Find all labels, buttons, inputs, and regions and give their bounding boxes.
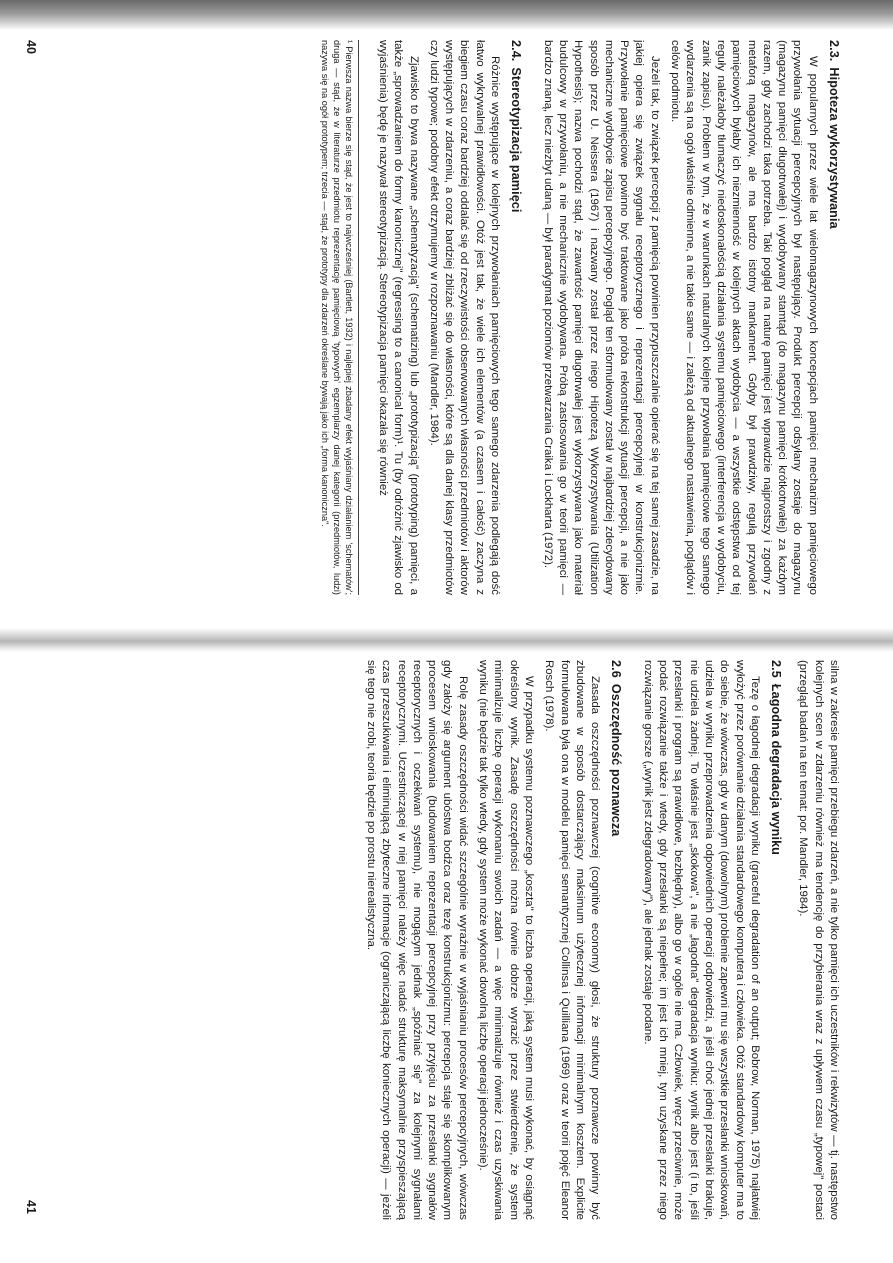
paragraph: Zjawisko to bywa nazywane „schematyzacją" (schematizing) lub „prototypizacją" (prototyping) pamięci, a także „sprowadzaniem do formy kanonicznej" (regressing to a canonical form)¹. Tu (by odróżnić zjawisko od wyjaśnienia) będę je nazywał stereotypizacją. Stereotypizacja pamięci okazała się również bbox=[376, 40, 420, 595]
section-2-5 bbox=[639, 660, 783, 1220]
page-number-right: 41 bbox=[24, 1200, 38, 1214]
heading-2-4 bbox=[508, 40, 523, 595]
heading-2-5 bbox=[768, 660, 783, 1220]
right-page bbox=[51, 660, 841, 1220]
paragraph: W przypadku systemu poznawczego „koszta" to liczba operacji, jaką system musi wykonać, by osiągnąć określony wynik. Zasadę oszczędności można równie dobrze wyrazić przez stwierdzenie, że system minimalizuje liczbę operacji wykonaniu swoich zadań — a więc minimalizuje również i czas uzyskiwania wyniku (nie będzie tak tylko wtedy, gdy system może wykonać dowolną liczbę operacji jednocześnie). bbox=[477, 660, 535, 1220]
section-2-4 bbox=[375, 40, 524, 595]
page-number-left: 40 bbox=[24, 40, 38, 54]
left-page bbox=[51, 40, 841, 595]
heading-2-6-number: 2.6 bbox=[609, 660, 624, 678]
heading-2-3 bbox=[826, 40, 841, 595]
paragraph: Różnice występujące w kolejnych przywołaniach pamięciowych tego samego zdarzenia podlegają dość łatwo wykrywalnej prawidłowości. Otóż jest tak, że wiele ich elementów (a czasem i całość) zaczyna z biegiem czasu coraz bardziej oddalać się od rzeczywistości obserwowanych własności przedmiotów i aktorów występujących w zdarzeniu, a coraz bardziej zbliżać się do własności, które są dla danej klasy przedmiotów czy ludzi typowe; podobny efekt otrzymujemy w rozpoznawaniu (Mandler, 1984). bbox=[427, 40, 502, 595]
paragraph: Jeżeli tak, to związek percepcji z pamięcią powinien przypuszczalnie opierać się na tej samej zasadzie, na jakiej opiera się związek sygnału receptorycznego i reprezentacji percepcyjnej w konstrukcjonizmie. Przywołanie pamięciowe powinno być traktowane jako próba rekonstrukcji sytuacji percepcji, a nie jako mechaniczne wydobycie zapisu percepcyjnego. Pogląd ten sformułowany został w najbardziej zdecydowany sposób przez U. Neissera (1967) i nazwany został przez niego Hipotezą Wykorzystywania (Utilization Hypothesis); nazwa pochodzi stąd, że zawartość pamięci długotrwałej jest wykorzystywana jako materiał budulcowy w przywołaniu, a nie mechanicznie wydobywana. Próbą zastosowania go w teorii pamięci — bardzo znaną, lecz niezbyt udaną — był paradygmat poziomów przetwarzania Craika i Lockharta (1972). bbox=[541, 40, 661, 595]
heading-2-3-number: 2.3. bbox=[827, 40, 841, 62]
paragraph: Zasada oszczędności poznawczej (cognitive economy) głosi, że struktury poznawcze powinny być zbudowane w sposób dostarczający maksimum użytecznej informacji minimalnym kosztem. Explicite formułowana była ona w modelu pamięci semantycznej Collinsa i Quilliana (1969) oraz w teorii pojęć Eleanor Rosch (1978). bbox=[543, 660, 602, 1220]
paragraph: Rolę zasady oszczędności widać szczególnie wyraźnie w wyjaśnianiu procesów percepcyjnych, wówczas gdy założy się argument ubóstwa bodźca oraz tezę konstrukcjonizmu: percepcja staje się skomplikowanym procesem wnioskowania (budowaniem reprezentacji percepcyjnej przy przyjęciu za przesłanki sygnałów receptorycznych i oczekiwań systemu), nie mogącym jednak „spóźniać się" za kolejnymi sygnałami receptorycznymi. Uczestniczącej w niej pamięci należy więc nadać strukturę maksymalnie przyspieszającą czas przeszukiwania i eliminującą zbyteczne informacje (ograniczającą liczbę koniecznych operacji) — jeżeli się tego nie zrobi, teoria będzie po prostu nierealistyczna. bbox=[364, 660, 469, 1220]
heading-2-4-number: 2.4. bbox=[509, 40, 524, 62]
section-2-3 bbox=[539, 40, 841, 595]
heading-2-5-number: 2.5 bbox=[769, 660, 784, 678]
section-2-6 bbox=[363, 660, 624, 1220]
heading-2-3-title: Hipoteza wykorzystywania bbox=[827, 67, 841, 229]
heading-2-6-title: Oszczędność poznawcza bbox=[609, 683, 624, 837]
heading-2-5-title: Łagodna degradacja wyniku bbox=[769, 683, 784, 855]
paragraph: W popularnych przez wiele lat wielomagazynowych koncepcjach pamięci mechanizm pamięciowego przywołania sytuacji percepcyjnych był następujący. Produkt percepcji odsyłany zostaje do magazynu (magazynu pamięci długotrwałej) i wydobywany stamtąd (do magazynu pamięci krótkotrwałej) za każdym razem, gdy zachodzi taka potrzeba. Taki pogląd na naturę pamięci jest wprawdzie najprostszy i zgodny z metaforą magazynów, ale ma bardzo istotny mankament. Gdyby był prawdziwy, regułą przywołań pamięciowych byłaby ich niezmienność w kolejnych aktach wydobycia — a wszystkie odstępstwa od tej reguły należałoby tłumaczyć niedoskonałością działania systemu pamięciowego (interferencja w wydobyciu, zanik zapisu). Problem w tym, że w warunkach naturalnych kolejne przywołania pamięciowe tego samego wydarzenia są na ogół właśnie odmienne, a nie takie same — i zależą od aktualnego nastawienia, poglądów i celów podmiotu. bbox=[669, 40, 819, 595]
heading-2-6 bbox=[608, 660, 623, 1220]
footnote: ¹ Pierwsza nazwa bierze się stąd, że jest to najwcześniej (Bartlett, 1932) i najlepiej zbadany efekt wyjaśniany działaniem 'schematów'; druga — stąd, że w literaturze przedmiotu reprezentację pamięciową 'typowych' egzemplarzy danej kategorii (przedmiotów, ludzi) nazywa się na ogół prototypem; trzecia — stąd, że prototypy dla zdarzeń określane bywają jako ich „forma kanoniczna". bbox=[318, 40, 358, 595]
paragraph-continued: silna w zakresie pamięci przebiegu zdarzeń, a nie tylko pamięci ich uczestników i rekwizytów — tj. następstwo kolejnych scen w zdarzeniu również ma tendencję do przybierania wraz z upływem czasu „typowej" postaci (przegląd badań na ten temat: por. Mandler, 1984). bbox=[797, 660, 840, 1220]
paragraph: Tezę o łagodnej degradacji wyniku (graceful degradation of an output; Bobrow, Norman, 1975) najłatwiej wyłożyć przez porównanie działania standardowego komputera i człowieka. Otóż standardowy komputer ma to do siebie, że wówczas, gdy w danym (dowolnym) problemie zapewni mu się wszystkie przesłanki wnioskowań, udziela w wyniku przeprowadzenia odpowiednich operacji odpowiedzi, a jeśli choć jednej przesłanki brakuje, nie udziela żadnej. To właśnie jest „skokowa", a nie „łagodna" degradacja wyniku: wynik albo jest (i to, jeśli przesłanki i program są prawidłowe, bezbłędny), albo go w ogóle nie ma. Człowiek, wręcz przeciwnie, może podać rozwiązanie także i wtedy, gdy przesłanki są niepełne; im jest ich mniej, tym uzyskane przez niego rozwiązanie gorsze („wynik jest zdegradowany"), ale jednak zostaje podane. bbox=[641, 660, 761, 1220]
heading-2-4-title: Stereotypizacja pamięci bbox=[509, 67, 524, 213]
